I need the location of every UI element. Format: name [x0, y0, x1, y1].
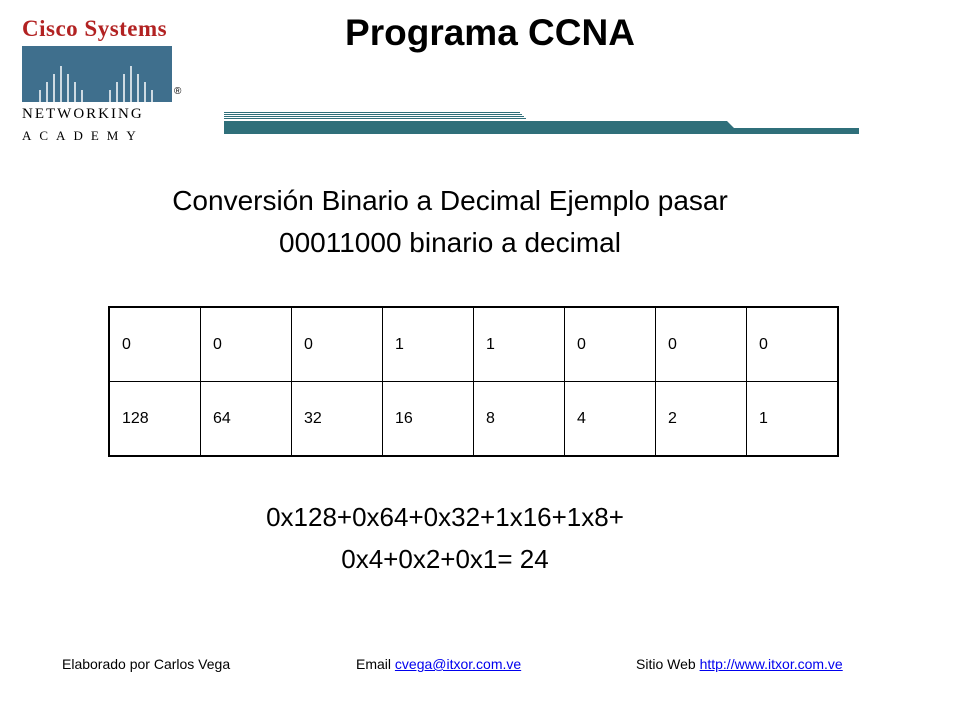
footer-author: Elaborado por Carlos Vega: [62, 656, 231, 672]
weight-cell: 32: [292, 382, 383, 457]
footer-web: [636, 656, 843, 672]
cisco-networking-academy-logo: [22, 14, 190, 143]
footer-email-label: Email: [356, 656, 392, 672]
header-decorative-bar: [222, 112, 862, 136]
page-title: Programa CCNA: [345, 12, 635, 53]
weight-cell: 16: [383, 382, 474, 457]
weight-cell: 8: [474, 382, 565, 457]
conversion-formula: [140, 496, 750, 580]
logo-academy-text: ACADEMY: [22, 128, 144, 143]
logo-bridge-graphic: [22, 46, 172, 102]
bit-cell: 0: [747, 307, 839, 382]
bit-cell: 0: [565, 307, 656, 382]
registered-mark: ®: [174, 86, 182, 97]
weight-cell: 64: [201, 382, 292, 457]
weight-cell: 4: [565, 382, 656, 457]
weight-cell: 1: [747, 382, 839, 457]
footer-email: [356, 656, 521, 672]
weight-cell: 128: [109, 382, 201, 457]
slide-subtitle: [40, 180, 860, 264]
logo-networking-text: NETWORKING: [22, 106, 144, 122]
website-link[interactable]: http://www.itxor.com.ve: [699, 656, 843, 672]
bit-cell: 0: [201, 307, 292, 382]
footer-web-label: Sitio Web: [636, 656, 696, 672]
bit-cell: 1: [383, 307, 474, 382]
bits-row: [109, 307, 838, 382]
logo-brand-text: Cisco Systems: [22, 16, 168, 41]
formula-line-1: 0x128+0x64+0x32+1x16+1x8+: [266, 502, 624, 532]
email-link[interactable]: cvega@itxor.com.ve: [394, 656, 522, 672]
bit-cell: 0: [109, 307, 201, 382]
formula-line-2: 0x4+0x2+0x1= 24: [341, 544, 549, 574]
subtitle-line-1: Conversión Binario a Decimal Ejemplo pasar: [172, 185, 728, 216]
bit-cell: 0: [292, 307, 383, 382]
bit-cell: 0: [656, 307, 747, 382]
subtitle-line-2: 00011000 binario a decimal: [279, 227, 621, 258]
bit-cell: 1: [474, 307, 565, 382]
weight-cell: 2: [656, 382, 747, 457]
weights-row: [109, 382, 838, 457]
binary-weights-table: [108, 306, 839, 457]
